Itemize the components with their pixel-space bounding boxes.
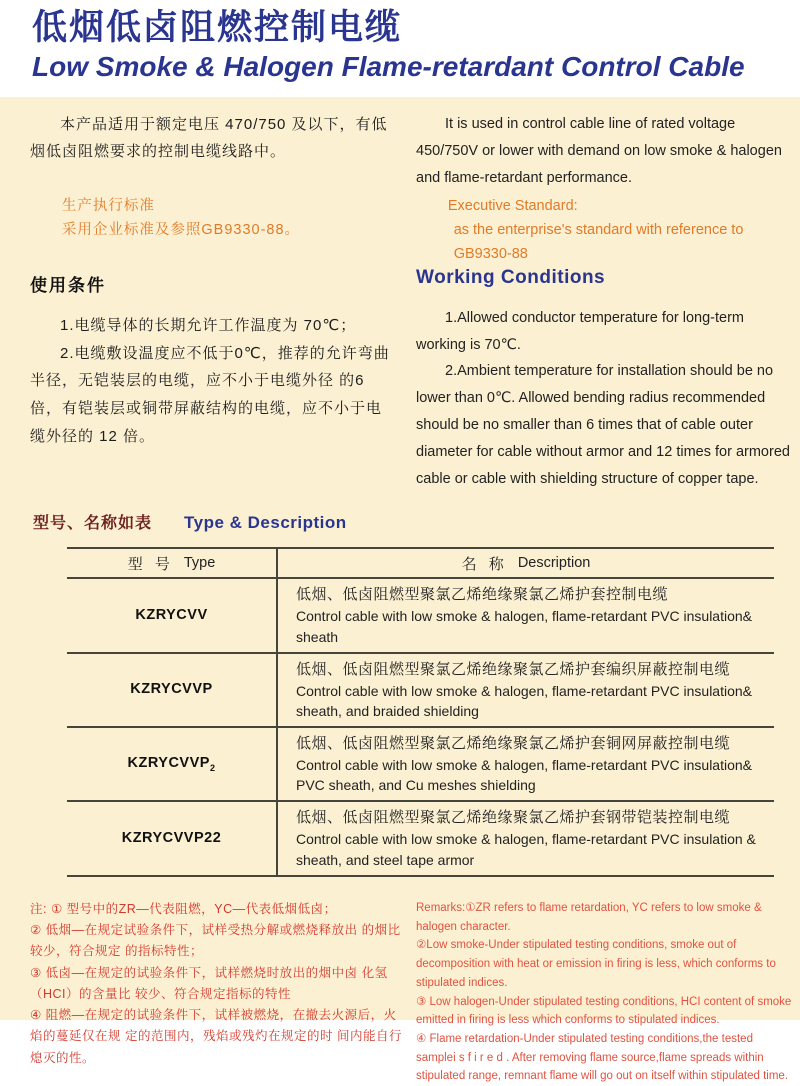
table-header-type-chinese: 型 号	[127, 555, 174, 573]
footnote-line: ④ Flame retardation-Under stipulated testing conditions,the tested samplei s f i r e d . After removing flame source,flame spreads within stipulated range, remnant flame will go out on itself within stipulated time.	[416, 1032, 789, 1083]
footnote-line: Remarks:①ZR refers to flame retardation, YC refers to low smoke & halogen character.	[416, 901, 762, 933]
standard-section	[0, 193, 800, 267]
executive-standard-chinese	[30, 193, 392, 267]
footnote-line: ② 低烟—在规定试验条件下，试样受热分解或燃烧释放出 的烟比较少，符合规定 的指标特性；	[30, 923, 401, 959]
description-chinese: 低烟、低卤阻燃型聚氯乙烯绝缘聚氯乙烯护套控制电缆	[296, 586, 669, 604]
description-chinese: 低烟、低卤阻燃型聚氯乙烯绝缘聚氯乙烯护套铜网屏蔽控制电缆	[296, 735, 731, 753]
table-cell-description	[278, 728, 774, 800]
description-chinese: 低烟、低卤阻燃型聚氯乙烯绝缘聚氯乙烯护套钢带铠装控制电缆	[296, 809, 731, 827]
table-cell-description	[278, 579, 774, 651]
footnote-line: ③ Low halogen-Under stipulated testing conditions, HCI content of smoke emitted in firing is less which conforms to stipulated indices.	[416, 995, 792, 1027]
footnote-line: 注: ① 型号中的ZR—代表阻燃，YC—代表低烟低卤；	[30, 901, 337, 916]
conditions-section	[0, 267, 800, 493]
type-heading-english: Type & Description	[184, 513, 347, 533]
conditions-heading-english: Working Conditions	[416, 266, 606, 288]
table-header-type	[67, 549, 278, 577]
type-code-text: KZRYCVVP	[130, 681, 213, 698]
table-cell-type	[67, 728, 278, 800]
description-english: Control cable with low smoke & halogen, flame-retardant PVC insulation& PVC sheath, and Cu meshes shielding	[296, 756, 753, 794]
type-code-text: KZRYCVV	[135, 606, 208, 623]
type-description-table	[67, 547, 774, 876]
cable-type-code	[130, 681, 212, 699]
conditions-item-2-english: 2.Ambient temperature for installation should be no lower than 0℃. Allowed bending radius recommended should be no smaller than 6 times that of cable outer diameter for cable without armor and 12 times for armored cable or cable with shielding structure of copper tape.	[416, 363, 790, 487]
table-header-description-chinese: 名 称	[461, 555, 508, 573]
intro-paragraph-english: It is used in control cable line of rated voltage 450/750V or lower with demand on low smoke & halogen and flame-retardant performance.	[416, 116, 782, 186]
executive-standard-english	[416, 193, 790, 267]
standard-body-english: as the enterprise's standard with reference to GB9330-88	[453, 221, 744, 262]
conditions-heading-chinese: 使用条件	[30, 275, 106, 295]
cable-type-code	[128, 755, 216, 773]
footnote-line: ②Low smoke-Under stipulated testing conditions, smoke out of decomposition with heat or emission in firing is less, which conforms to stipulated indices.	[416, 939, 776, 989]
conditions-item-1-chinese: 1.电缆导体的长期允许工作温度为 70℃；	[60, 316, 357, 334]
table-header-type-english: Type	[183, 555, 216, 572]
page-title-chinese: 低烟低卤阻燃控制电缆	[32, 8, 403, 47]
table-row	[67, 802, 774, 876]
table-header-row	[67, 547, 774, 579]
table-header-description	[278, 549, 774, 577]
table-cell-type	[67, 654, 278, 726]
footnote-line: ④ 阻燃—在规定的试验条件下，试样被燃烧，在撤去火源后，火焰的蔓延仅在规 定的范围内，残焰或残灼在规定的时 间内能自行熄灭的性。	[30, 1008, 402, 1065]
description-english: Control cable with low smoke & halogen, flame-retardant PVC insulation& sheath	[296, 608, 753, 645]
table-cell-description	[278, 802, 774, 874]
content-area	[0, 97, 800, 1083]
standard-body-chinese: 采用企业标准及参照GB9330-88。	[61, 221, 301, 238]
standard-title-english: Executive Standard:	[447, 198, 578, 214]
footnote-line: ③ 低卤—在规定的试验条件下，试样燃烧时放出的烟中卤 化氢（HCI）的含量比 较少、符合规定指标的特性	[30, 965, 388, 1001]
description-english: Control cable with low smoke & halogen, flame-retardant PVC insulation& sheath, and braided shielding	[296, 682, 753, 719]
table-cell-type	[67, 579, 278, 651]
type-code-text: KZRYCVVP	[127, 755, 210, 772]
page-header	[0, 0, 800, 97]
table-row	[67, 579, 774, 653]
intro-section	[0, 111, 800, 193]
cable-type-code	[135, 607, 207, 625]
type-code-text: KZRYCVVP22	[121, 829, 222, 846]
table-row	[67, 654, 774, 728]
table-cell-description	[278, 654, 774, 726]
table-header-description-english: Description	[517, 555, 591, 572]
standard-title-chinese: 生产执行标准	[61, 198, 155, 214]
conditions-chinese	[30, 267, 392, 493]
type-code-subscript: 2	[209, 763, 216, 774]
footnotes-chinese	[30, 899, 402, 1086]
cable-type-code	[122, 830, 222, 848]
table-row	[67, 728, 774, 802]
type-section-heading	[33, 510, 800, 533]
conditions-item-2-chinese: 2.电缆敷设温度应不低于0℃，推荐的允许弯曲半径，无铠装层的电缆，应不小于电缆外径 的6 倍，有铠装层或铜带屏蔽结构的电缆，应不小于电缆外径的 12 倍。	[30, 344, 390, 445]
description-english: Control cable with low smoke & halogen, flame-retardant PVC insulation & sheath, and steel tape armor	[296, 831, 756, 868]
type-heading-chinese: 型号、名称如表	[33, 515, 153, 533]
conditions-item-1-english: 1.Allowed conductor temperature for long-term working is 70℃.	[416, 309, 745, 353]
page-title-english: Low Smoke & Halogen Flame-retardant Control Cable	[32, 50, 745, 82]
conditions-english	[416, 267, 790, 493]
intro-paragraph-chinese: 本产品适用于额定电压 470/750 及以下，有低烟低卤阻燃要求的控制电缆线路中。	[30, 116, 388, 160]
conditions-body-chinese	[30, 312, 392, 451]
footnotes-english	[416, 899, 794, 1086]
table-cell-type	[67, 802, 278, 874]
conditions-body-english	[416, 305, 790, 493]
footnotes-section	[0, 899, 800, 1086]
description-chinese: 低烟、低卤阻燃型聚氯乙烯绝缘聚氯乙烯护套编织屏蔽控制电缆	[296, 660, 731, 678]
